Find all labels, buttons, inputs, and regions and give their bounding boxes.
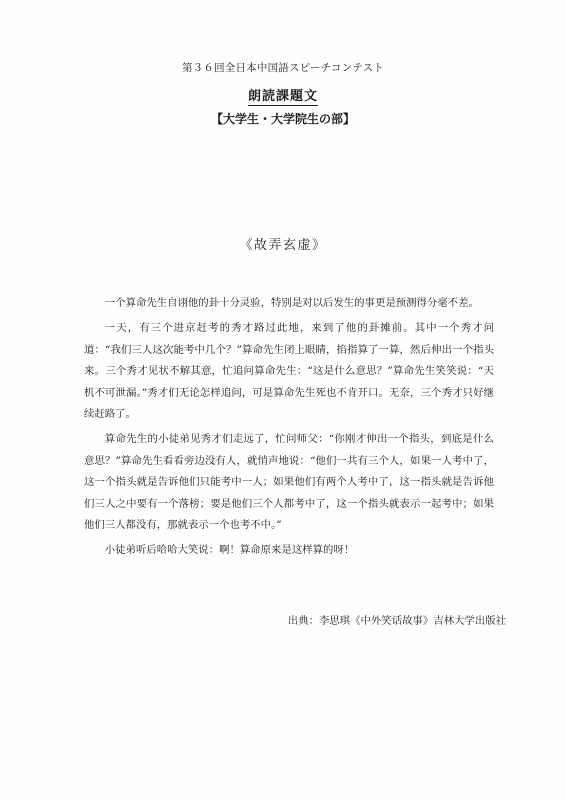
paragraph: 算命先生的小徒弟见秀才们走远了，忙问师父：“你刚才伸出一个指头，到底是什么意思？”算命先生看看旁边没有人，就悄声地说：“他们一共有三个人，如果一人考中了，这一个指头就是告诉他们只能考中一人；如果他们有两个人考中了，这一指头就是告诉他们三人之中要有一个落榜；要是他们三个人都考中了，这一个指头就表示一起考中；如果他们三人都没有，那就表示一个也考不中。” [84,433,494,532]
story-body [84,293,494,566]
contest-name: 第３６回全日本中国語スピーチコンテスト [181,62,385,74]
paragraph: 小徒弟听后哈哈大笑说：啊！算命原来是这样算的呀！ [104,544,355,557]
document-title [0,85,566,104]
source-citation: 出典：李思琪《中外笑话故事》吉林大学出版社 [287,615,506,627]
story-title: 《故弄玄虚》 [239,238,327,253]
paragraph: 一天，有三个进京赶考的秀才路过此地，来到了他的卦摊前。其中一个秀才问道：“我们三人这次能考中几个？”算命先生闭上眼睛，掐指算了一算，然后伸出一个指头来。三个秀才见状不解其意，忙追问算命先生：“这是什么意思？”算命先生笑笑说：“天机不可泄漏。”秀才们无论怎样追问，可是算命先生死也不肯开口。无奈，三个秀才只好继续赶路了。 [84,322,494,421]
division-label: 【大学生・大学院生の部】 [210,112,355,126]
document-title-text: 朗読課題文 [247,89,318,104]
paragraph: 一个算命先生自诩他的卦十分灵验，特别是对以后发生的事更是预测得分毫不差。 [104,297,479,309]
